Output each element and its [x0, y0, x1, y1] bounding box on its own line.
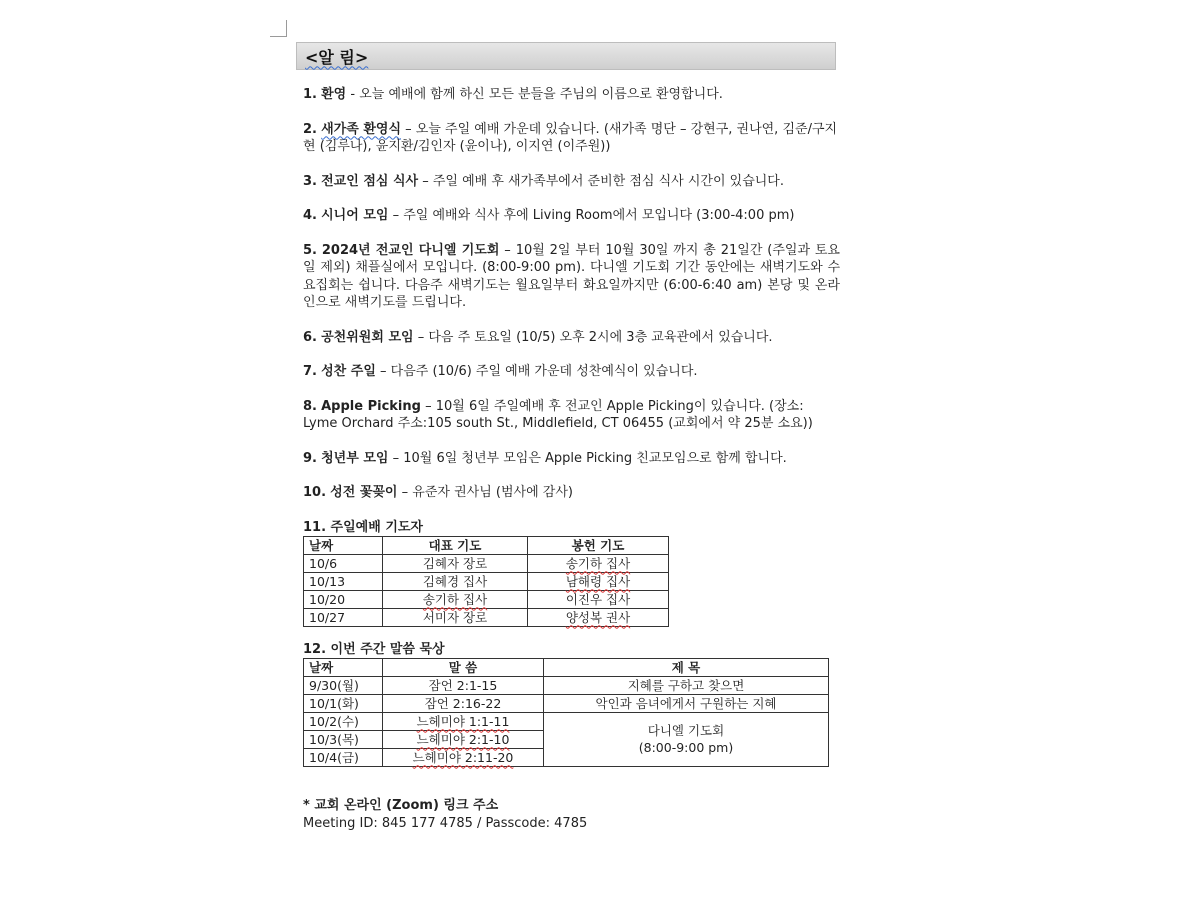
table-row — [304, 676, 829, 694]
table-header-row — [304, 536, 669, 554]
zoom-link-title: * 교회 온라인 (Zoom) 링크 주소 — [303, 797, 499, 813]
row-offering: 남해령 집사 — [528, 572, 669, 590]
item-number: 1. — [303, 87, 317, 102]
item-label: 새가족 환영식 — [321, 121, 401, 137]
prayer-table — [303, 536, 669, 627]
row-date: 10/6 — [304, 554, 383, 572]
item-number: 10. — [303, 485, 327, 500]
item-sep: – — [418, 173, 433, 189]
row-date: 10/2(수) — [304, 712, 383, 730]
item-sep: – — [397, 485, 413, 500]
item-text: 다음 주 토요일 (10/5) 오후 2시에 3층 교육관에서 있습니다. — [428, 329, 773, 345]
item-sep: – — [413, 329, 429, 345]
announcement-item-4 — [303, 207, 840, 225]
announcement-item-7 — [303, 363, 840, 381]
item-text: 10월 2일 부터 10월 30일 까지 총 21일간 (주일과 토요일 제외) 채플실에서 모입니다. (8:00-9:00 pm). 다니엘 기도회 기간 동안에는 새벽기도와 수요집회는 쉽니다. 다음주 새벽기도는 월요일부터 화요일까지만 (6:00-6:40 am) 본당 및 온라인으로 새벽기도를 드립니다. — [303, 242, 840, 310]
header-offering-prayer: 봉헌 기도 — [528, 536, 669, 554]
item-number: 8. — [303, 398, 317, 414]
item-text: 주일 예배 후 새가족부에서 준비한 점심 식사 시간이 있습니다. — [432, 173, 785, 189]
row-lead: 서미자 장로 — [383, 608, 528, 626]
prayer-table-title: 11. 주일예배 기도자 — [303, 519, 423, 535]
row-date: 10/3(목) — [304, 730, 383, 748]
row-lead: 송기하 집사 — [383, 590, 528, 608]
row-subject: 지혜를 구하고 찾으면 — [544, 676, 829, 694]
table-row — [304, 554, 669, 572]
item-number: 6. — [303, 329, 317, 345]
item-text: 오늘 예배에 함께 하신 모든 분들을 주님의 이름으로 환영합니다. — [359, 87, 723, 102]
word-table — [303, 658, 829, 767]
row-offering: 양성복 권사 — [528, 608, 669, 626]
announcement-item-10 — [303, 484, 840, 502]
row-date: 10/20 — [304, 590, 383, 608]
item-label: 시니어 모임 — [321, 208, 389, 223]
item-text: 유준자 권사님 (범사에 감사) — [412, 485, 573, 500]
item-number: 9. — [303, 450, 317, 466]
item-label: 성찬 주일 — [321, 364, 376, 379]
item-text: 주일 예배와 식사 후에 Living Room에서 모입니다 (3:00-4:00 pm) — [403, 208, 795, 223]
item-sep: – — [499, 242, 516, 258]
table-row — [304, 572, 669, 590]
merged-subject-line1: 다니엘 기도회 — [647, 723, 725, 738]
item-text: 다음주 (10/6) 주일 예배 가운데 성찬예식이 있습니다. — [390, 364, 698, 379]
item-label: 성전 꽃꽂이 — [330, 485, 398, 500]
row-date: 10/1(화) — [304, 694, 383, 712]
announcement-document — [303, 42, 840, 832]
header-scripture: 말 씀 — [383, 658, 544, 676]
announcement-item-3 — [303, 173, 840, 191]
table-header-row — [304, 658, 829, 676]
page-title: <알 림> — [305, 47, 369, 67]
title-bar — [296, 42, 836, 70]
item-sep: – — [420, 398, 436, 414]
item-number: 7. — [303, 364, 317, 379]
announcement-item-8 — [303, 398, 840, 433]
row-offering: 이진우 집사 — [528, 590, 669, 608]
row-subject: 악인과 음녀에게서 구원하는 지혜 — [544, 694, 829, 712]
table-row — [304, 694, 829, 712]
header-lead-prayer: 대표 기도 — [383, 536, 528, 554]
item-sep: – — [401, 121, 416, 137]
row-scripture: 느헤미야 1:1-11 — [383, 712, 544, 730]
word-table-title: 12. 이번 주간 말씀 묵상 — [303, 641, 445, 657]
row-date: 10/27 — [304, 608, 383, 626]
item-sep: – — [388, 450, 404, 466]
item-number: 2. — [303, 121, 317, 137]
merged-subject-cell — [544, 712, 829, 766]
row-scripture: 잠언 2:1-15 — [383, 676, 544, 694]
item-number: 3. — [303, 173, 317, 189]
header-subject: 제 목 — [544, 658, 829, 676]
row-lead: 김혜경 집사 — [383, 572, 528, 590]
item-sep: – — [375, 364, 391, 379]
table-row — [304, 712, 829, 730]
header-date: 날짜 — [304, 536, 383, 554]
announcement-item-9 — [303, 450, 840, 468]
item-label: 환영 — [321, 87, 347, 102]
announcement-item-2 — [303, 121, 840, 156]
item-label: 전교인 점심 식사 — [321, 173, 419, 189]
item-text: 10월 6일 주일예배 후 전교인 Apple Picking이 있습니다. (장소: Lyme Orchard 주소:105 south St., Middlefield, CT 06455 (교회에서 약 25분 소요)) — [303, 398, 813, 431]
announcement-item-1 — [303, 86, 840, 104]
row-scripture: 느헤미야 2:1-10 — [383, 730, 544, 748]
announcement-item-5 — [303, 242, 840, 312]
table-row — [304, 608, 669, 626]
row-scripture: 느헤미야 2:11-20 — [383, 748, 544, 766]
item-label: 2024년 전교인 다니엘 기도회 — [321, 242, 500, 258]
item-text: 10월 6일 청년부 모임은 Apple Picking 친교모임으로 함께 합니다. — [403, 450, 787, 466]
row-scripture: 잠언 2:16-22 — [383, 694, 544, 712]
row-offering: 송기하 집사 — [528, 554, 669, 572]
item-sep: – — [388, 208, 404, 223]
page-corner-mark — [270, 20, 287, 37]
item-label: 청년부 모임 — [321, 450, 389, 466]
table-row — [304, 590, 669, 608]
header-date: 날짜 — [304, 658, 383, 676]
merged-subject-line2: (8:00-9:00 pm) — [638, 740, 734, 755]
item-sep: - — [346, 87, 360, 102]
row-lead: 김혜자 장로 — [383, 554, 528, 572]
row-date: 9/30(월) — [304, 676, 383, 694]
item-text: 오늘 주일 예배 가운데 있습니다. (새가족 명단 – 강현구, 권나연, 김준/구지현 (김루나), 윤지환/김인자 (윤이나), 이지연 (이주원)) — [303, 121, 838, 154]
item-number: 4. — [303, 208, 317, 223]
row-date: 10/4(금) — [304, 748, 383, 766]
item-label: 공천위원회 모임 — [321, 329, 414, 345]
item-label: Apple Picking — [321, 398, 421, 414]
zoom-meeting-info: Meeting ID: 845 177 4785 / Passcode: 4785 — [303, 815, 588, 831]
item-number: 5. — [303, 242, 317, 258]
announcement-item-6 — [303, 329, 840, 347]
row-date: 10/13 — [304, 572, 383, 590]
